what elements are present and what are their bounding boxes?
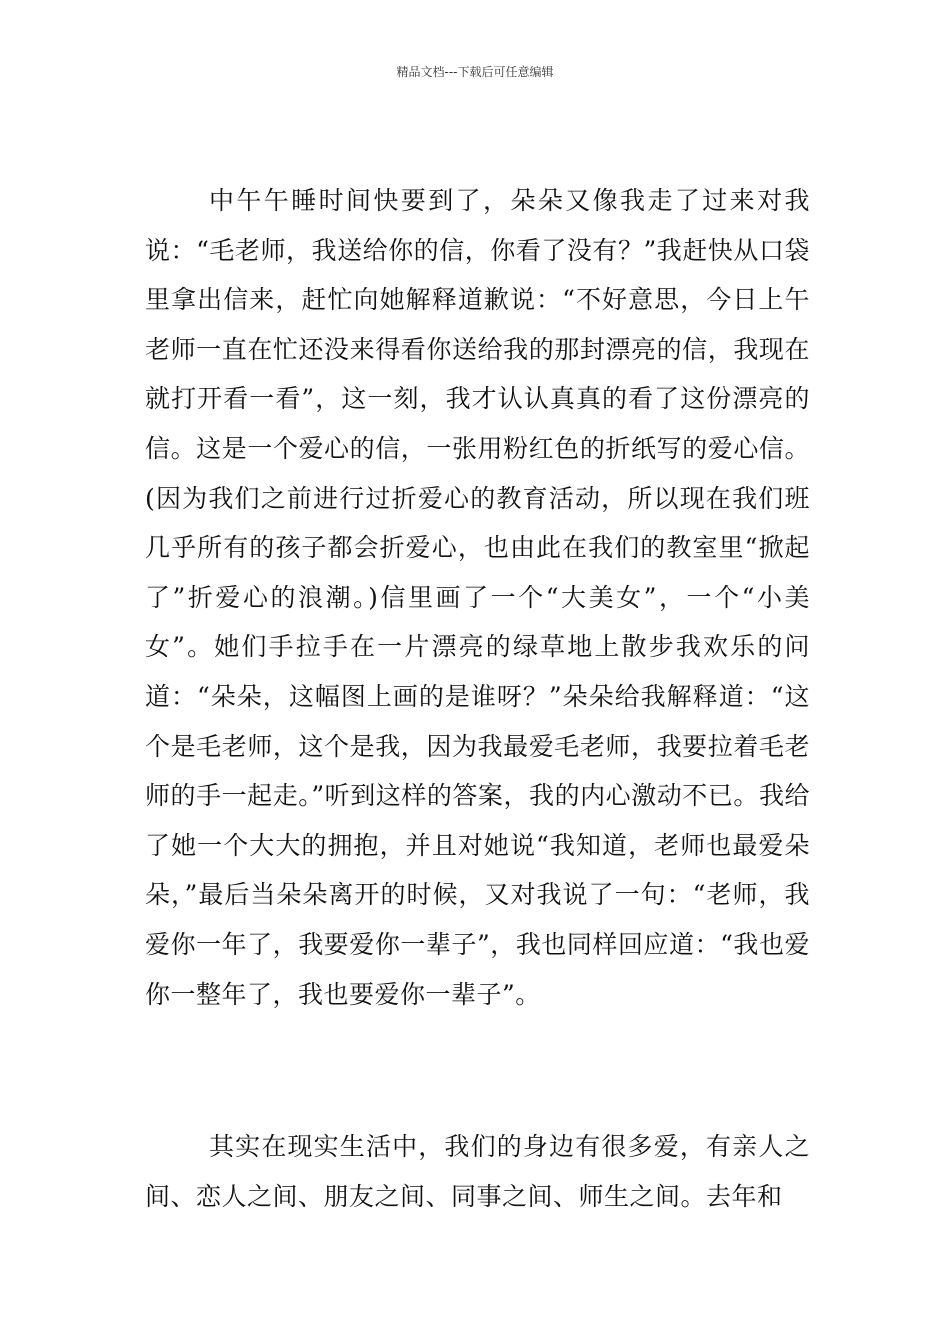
body-paragraph: 其实在现实生活中，我们的身边有很多爱，有亲人之间、恋人之间、朋友之间、同事之间、师生之间。去年和 xyxy=(145,1132,810,1211)
body-paragraph: 中午午睡时间快要到了，朵朵又像我走了过来对我说：“毛老师，我送给你的信，你看了没有？”我赶快从口袋里拿出信来，赶忙向她解释道歉说：“不好意思，今日上午老师一直在忙还没来得看你送给我的那封漂亮的信，我现在就打开看一看”，这一刻，我才认认真真的看了这份漂亮的信。这是一个爱心的信，一张用粉红色的折纸写的爱心信。(因为我们之前进行过折爱心的教育活动，所以现在我们班几乎所有的孩子都会折爱心，也由此在我们的教室里“掀起了”折爱心的浪潮。)信里画了一个“大美女”，一个“小美女”。她们手拉手在一片漂亮的绿草地上散步我欢乐的问道：“朵朵，这幅图上画的是谁呀？”朵朵给我解释道：“这个是毛老师，这个是我，因为我最爱毛老师，我要拉着毛老师的手一起走。”听到这样的答案，我的内心激动不已。我给了她一个大大的拥抱，并且对她说“我知道，老师也最爱朵朵，”最后当朵朵离开的时候，又对我说了一句：“老师，我爱你一年了，我要爱你一辈子”，我也同样回应道：“我也爱你一整年了，我也要爱你一辈子”。 xyxy=(145,186,810,1009)
page-header: 精品文档---下载后可任意编辑 xyxy=(396,65,554,79)
